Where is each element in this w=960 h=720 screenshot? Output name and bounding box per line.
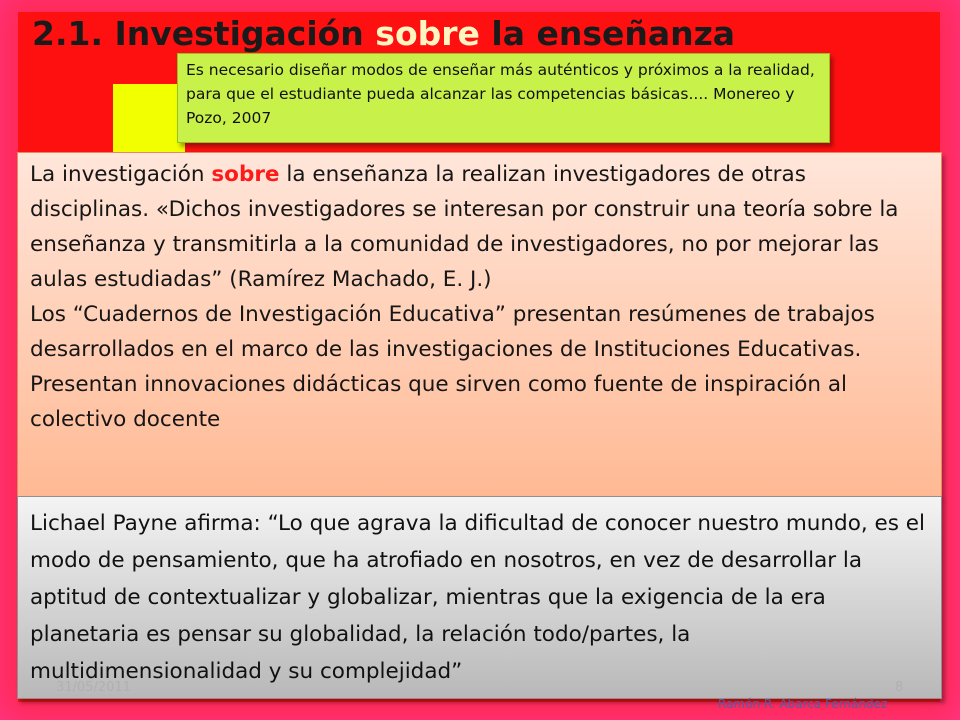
footer-date: 31/05/2011 <box>56 680 131 695</box>
main-paragraph-2: Los “Cuadernos de Investigación Educativa” presentan resúmenes de trabajos desarrollados en el marco de las investigaciones de Instituciones Educativas. Presentan innovaciones didácticas que sirven como fuente de inspiración al colectivo docente <box>30 302 875 432</box>
title-accent: sobre <box>375 14 480 53</box>
yellow-square <box>113 84 185 156</box>
main-paragraph-1 <box>30 157 929 297</box>
footer-page-number: 8 <box>895 680 904 695</box>
quote-box: Es necesario diseñar modos de enseñar más auténticos y próximos a la realidad, para que el estudiante pueda alcanzar las competencias básicas.... Monereo y Pozo, 2007 <box>177 53 830 143</box>
footer-author: Ramón R. Abarca Fernández <box>718 697 888 711</box>
p1-after: la enseñanza la realizan investigadores de otras disciplinas. «Dichos investigadores se interesan por construir una teoría sobre la enseñanza y transmitirla a la comunidad de investigadores, no por mejorar las aulas estudiadas” (Ramírez Machado, E. J.) <box>30 162 899 292</box>
main-text-box <box>17 152 942 497</box>
lower-quote-box: Lichael Payne afirma: “Lo que agrava la dificultad de conocer nuestro mundo, es el modo de pensamiento, que ha atrofiado en nosotros, en vez de desarrollar la aptitud de contextualizar y globalizar, mientras que la exigencia de la era planetaria es pensar su globalidad, la relación todo/partes, la multidimensionalidad y su complejidad” <box>17 496 942 699</box>
title-prefix: 2.1. Investigación <box>32 14 376 53</box>
title-suffix: la enseñanza <box>479 14 736 53</box>
p1-highlight: sobre <box>211 162 280 187</box>
p1-before: La investigación <box>30 162 212 187</box>
